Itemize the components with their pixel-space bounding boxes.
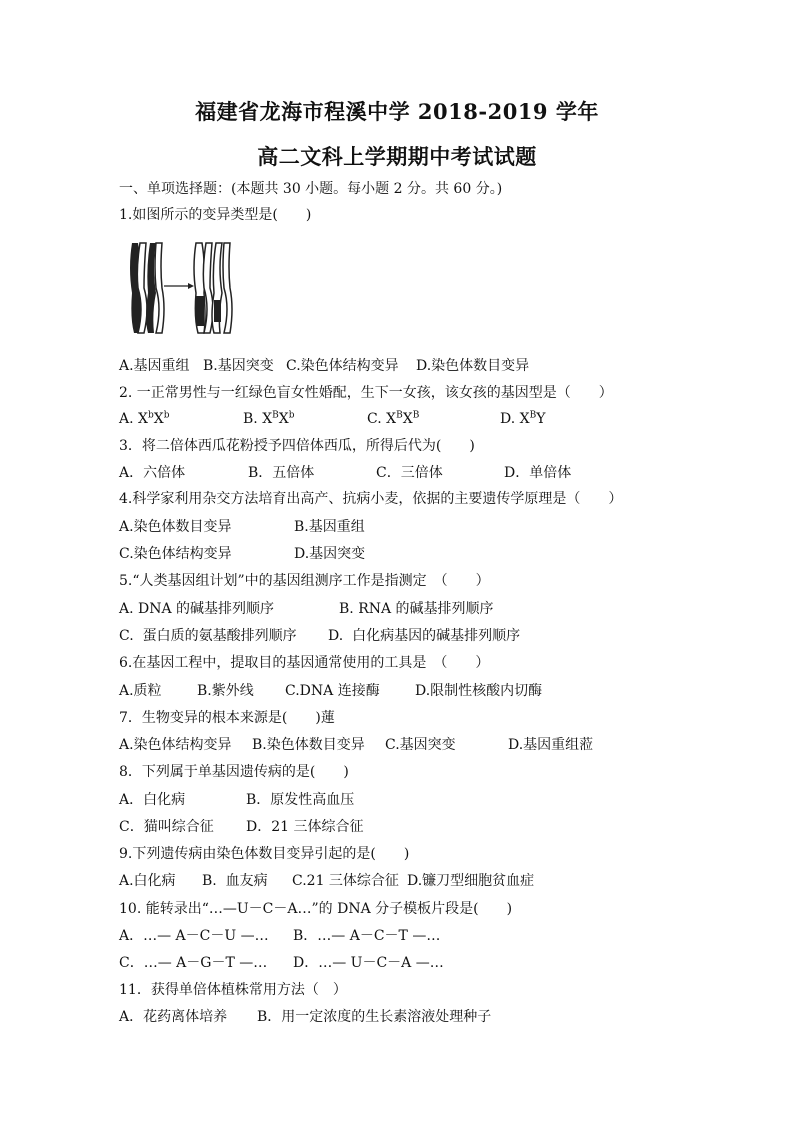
q5-option-d: D. 白化病基因的碱基排列顺序 (328, 628, 521, 644)
q1-option-b: B.基因突变 (203, 358, 274, 374)
q2-c-prefix: C. X (367, 411, 397, 427)
q2-option-c (367, 410, 419, 428)
q2-option-d (500, 410, 545, 428)
q4-option-c: C.染色体结构变异 (119, 546, 232, 562)
q1-option-d: D.染色体数目变异 (416, 358, 530, 374)
q4-option-a: A.染色体数目变异 (119, 519, 232, 535)
q1-option-c: C.染色体结构变异 (286, 358, 399, 374)
q8-option-c: C．猫叫综合征 (119, 819, 214, 835)
q7-option-c: C.基因突变 (385, 737, 456, 753)
document-title-line1: 福建省龙海市程溪中学 2018-2019 学年 (195, 99, 599, 124)
question-5-stem: 5.“人类基因组计划”中的基因组测序工作是指测定 （ ） (119, 573, 490, 589)
q10-option-b: B．…— A－C－T —… (293, 928, 441, 944)
q9-option-b: B. 血友病 (202, 873, 268, 889)
question-6-stem: 6.在基因工程中，提取目的基因通常使用的工具是 （ ） (119, 655, 490, 671)
q9-option-a: A.白化病 (119, 873, 176, 889)
q8-option-a: A．白化病 (119, 792, 186, 808)
section-heading: 一、单项选择题：(本题共 30 小题。每小题 2 分。共 60 分。) (119, 181, 503, 197)
question-8-stem: 8．下列属于单基因遗传病的是( ) (119, 764, 349, 780)
q8-option-d: D．21 三体综合征 (246, 819, 364, 835)
q7-option-b: B.染色体数目变异 (252, 737, 365, 753)
q2-c-sup2: B (412, 410, 420, 421)
q11-option-a: A．花药离体培养 (119, 1009, 228, 1025)
q7-option-a: A.染色体结构变异 (119, 737, 232, 753)
q2-b-sup2: b (288, 410, 295, 421)
q2-d-prefix: D. X (500, 411, 530, 427)
q2-c-sup1: B (396, 410, 403, 421)
q2-d-sup1: B (529, 410, 537, 421)
q2-b-prefix: B. X (243, 411, 273, 427)
q9-option-c: C.21 三体综合征 (292, 873, 399, 889)
q7-option-d: D.基因重组蒞 (508, 737, 594, 753)
q3-option-d: D．单倍体 (504, 465, 572, 481)
question-7-stem: 7．生物变异的根本来源是( )蓮 (119, 710, 335, 726)
q10-option-a: A．…— A－C－U —… (119, 928, 269, 944)
q2-b-mid: X (278, 411, 289, 427)
question-1-stem: 1.如图所示的变异类型是( ) (119, 207, 312, 223)
q4-option-d: D.基因突变 (294, 546, 366, 562)
q6-option-c: C.DNA 连接酶 (285, 683, 380, 699)
question-4-stem: 4.科学家利用杂交方法培育出高产、抗病小麦，依据的主要遗传学原理是（ ） (119, 491, 623, 507)
q2-a-mid: X (153, 411, 164, 427)
q11-option-b: B．用一定浓度的生长素溶液处理种子 (257, 1009, 492, 1025)
q3-option-a: A．六倍体 (119, 465, 186, 481)
q6-option-b: B.紫外线 (197, 683, 254, 699)
q6-option-d: D.限制性核酸内切酶 (415, 683, 543, 699)
q2-a-prefix: A. X (119, 411, 148, 427)
question-10-stem: 10. 能转录出“…—U－C－A…”的 DNA 分子模板片段是( ) (119, 901, 513, 917)
q2-a-sup2: b (163, 410, 170, 421)
q2-b-sup1: B (272, 410, 279, 421)
q2-d-mid: Y (536, 411, 546, 427)
q10-option-d: D．…— U－C－A —… (293, 955, 444, 971)
chromosome-diagram (122, 238, 242, 338)
q8-option-b: B．原发性高血压 (246, 792, 355, 808)
document-title-line2: 高二文科上学期期中考试试题 (257, 144, 537, 169)
q10-option-c: C．…— A－G－T —… (119, 955, 268, 971)
q2-option-b (243, 410, 295, 428)
q6-option-a: A.质粒 (119, 683, 162, 699)
q4-option-b: B.基因重组 (294, 519, 365, 535)
q2-c-mid: X (402, 411, 413, 427)
q5-option-a: A. DNA 的碱基排列顺序 (119, 601, 275, 617)
q2-a-sup1: b (147, 410, 154, 421)
q5-option-c: C. 蛋白质的氨基酸排列顺序 (119, 628, 297, 644)
q2-option-a (119, 410, 169, 428)
question-11-stem: 11．获得单倍体植株常用方法（ ） (119, 982, 347, 998)
q9-option-d: D.镰刀型细胞贫血症 (407, 873, 535, 889)
question-2-stem: 2. 一正常男性与一红绿色盲女性婚配，生下一女孩，该女孩的基因型是（ ） (119, 385, 613, 401)
q1-option-a: A.基因重组 (119, 358, 190, 374)
q3-option-b: B．五倍体 (248, 465, 315, 481)
q5-option-b: B. RNA 的碱基排列顺序 (339, 601, 494, 617)
question-9-stem: 9.下列遗传病由染色体数目变异引起的是( ) (119, 846, 410, 862)
q3-option-c: C．三倍体 (376, 465, 443, 481)
question-3-stem: 3．将二倍体西瓜花粉授予四倍体西瓜，所得后代为( ) (119, 438, 475, 454)
